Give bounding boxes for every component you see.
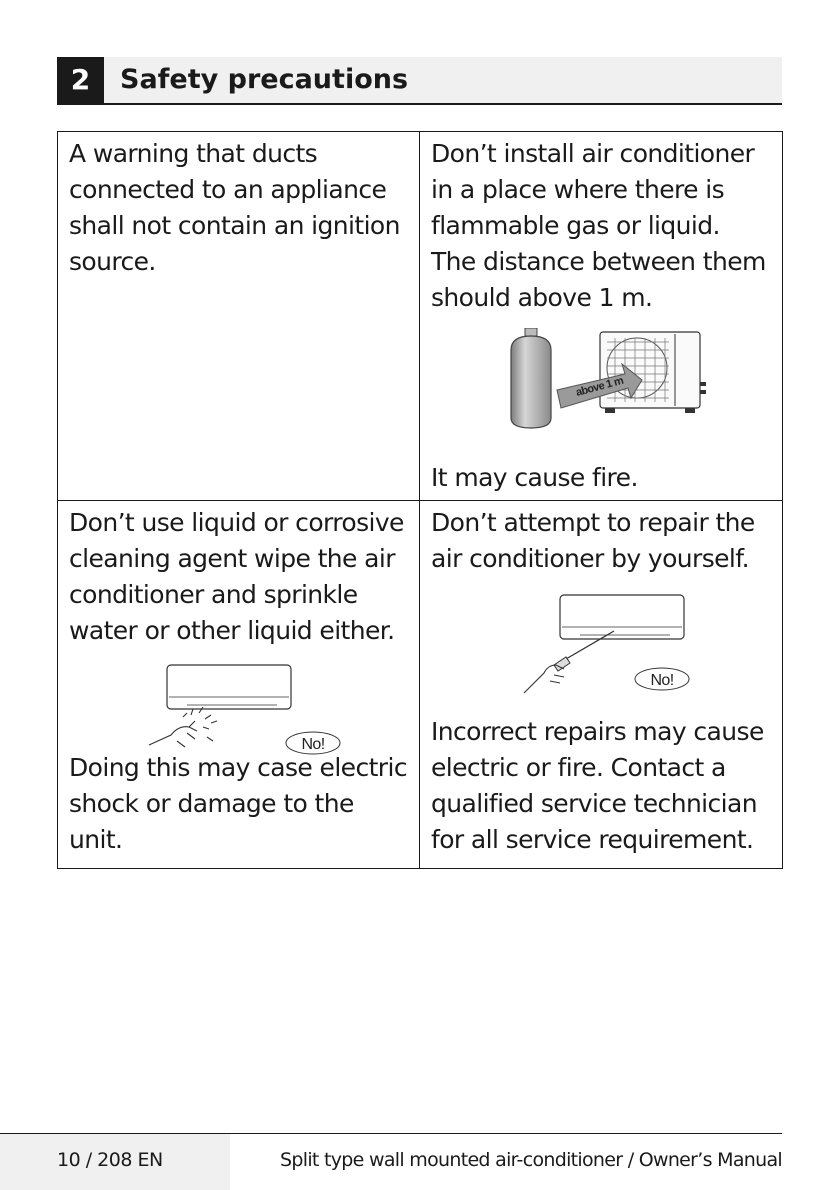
- section-number: 2: [57, 57, 104, 103]
- liquid-warning-text: Don’t use liquid or corrosive cleaning agent wipe the air conditioner and sprinkle water or other liquid either.: [69, 508, 404, 645]
- repair-consequence-text: Incorrect repairs may cause electric or fire. Contact a qualified service technician for all service requirement.: [431, 717, 764, 854]
- no-badge-text: No!: [301, 736, 325, 753]
- spraying-hand-icon: [149, 707, 217, 747]
- page-number-box: [0, 1133, 230, 1190]
- page-footer: [0, 1133, 838, 1190]
- indoor-unit-icon: [167, 665, 291, 709]
- shock-consequence-text: Doing this may case electric shock or damage to the unit.: [69, 753, 407, 854]
- precautions-table: [57, 131, 783, 869]
- gas-cylinder-icon: [511, 328, 551, 428]
- ducts-warning-text: A warning that ducts connected to an appliance shall not contain an ignition source.: [69, 139, 400, 276]
- footer-rule: [0, 1133, 782, 1134]
- outdoor-unit-icon: [600, 332, 706, 413]
- cell-liquid-warning: [58, 501, 420, 869]
- indoor-unit-icon: [560, 595, 684, 639]
- document-title: Split type wall mounted air-conditioner / Owner’s Manual: [280, 1149, 782, 1171]
- section-title: Safety precautions: [120, 64, 409, 95]
- flammable-warning-text: Don’t install air conditioner in a place where there is flammable gas or liquid. The distance between them should above 1 m.: [431, 139, 766, 312]
- page-number: 10 / 208 EN: [57, 1149, 163, 1171]
- cell-repair-warning: [420, 501, 783, 869]
- repair-warning-text: Don’t attempt to repair the air conditioner by yourself.: [431, 508, 755, 573]
- cell-ducts-warning: [58, 132, 420, 501]
- cell-flammable-warning: [420, 132, 783, 501]
- gas-cylinder-distance-illustration: [507, 328, 742, 438]
- liquid-cleaning-illustration: [147, 661, 347, 761]
- distance-label: above 1 m: [574, 374, 625, 399]
- self-repair-illustration: [514, 593, 714, 699]
- section-header: [57, 57, 782, 105]
- no-badge: [635, 668, 689, 690]
- fire-consequence-text: It may cause fire.: [431, 463, 638, 492]
- no-badge-text: No!: [650, 672, 674, 689]
